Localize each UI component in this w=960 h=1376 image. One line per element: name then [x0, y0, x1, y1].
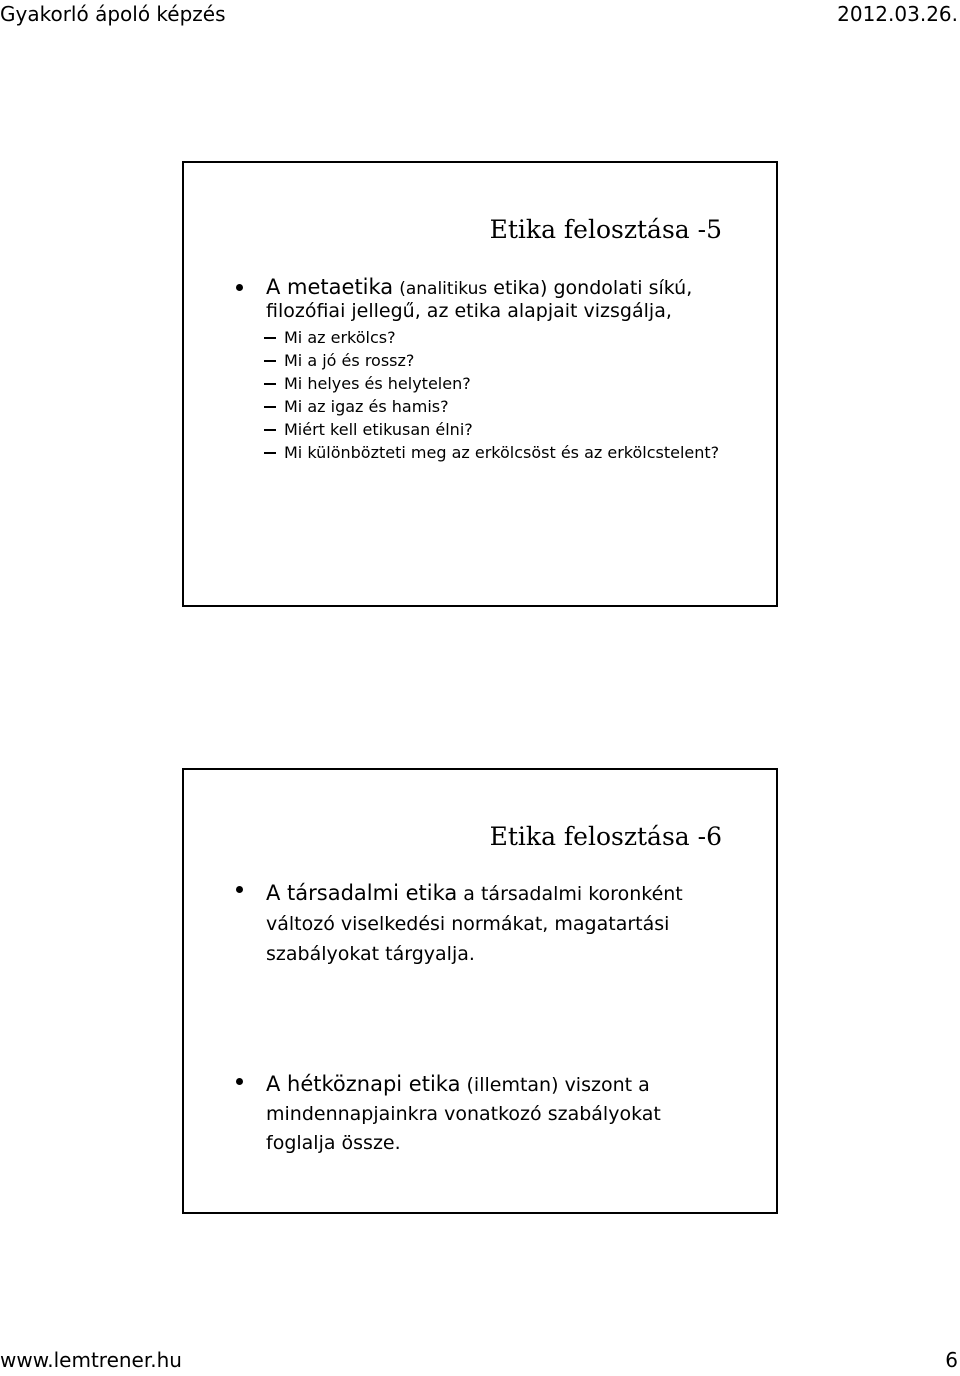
- slide-5: [182, 161, 778, 607]
- slide-6-bullet-2: [236, 1070, 736, 1158]
- slide-5-bullet: [236, 276, 736, 464]
- bullet-dot-icon: [236, 284, 243, 291]
- list-item-text: Mi az igaz és hamis?: [284, 397, 449, 416]
- list-item: [266, 395, 736, 418]
- tarsadalmi-etika-term: A társadalmi etika: [266, 881, 458, 905]
- slide-5-question-list: [266, 326, 736, 464]
- header-date: 2012.03.26.: [837, 2, 958, 26]
- list-item: [266, 418, 736, 441]
- bullet-dot-icon: [236, 1078, 243, 1085]
- slide-5-title: Etika felosztása -5: [489, 215, 722, 244]
- slide-6-bullet-1-text: [266, 878, 736, 969]
- dash-icon: [264, 337, 276, 339]
- tarsadalmi-etika-description: a társadalmi koronként változó viselkedési normákat, magatartási szabályokat tárgyalja.: [266, 883, 683, 965]
- slide-6-bullet-2-text: [266, 1070, 736, 1158]
- footer-website: www.lemtrener.hu: [0, 1348, 182, 1372]
- footer-page-number: 6: [945, 1348, 958, 1372]
- dash-icon: [264, 383, 276, 385]
- slide-6-bullet-1: [236, 878, 736, 969]
- slide-6-title: Etika felosztása -6: [489, 822, 722, 851]
- hetkoznapi-etika-paren: (illemtan): [466, 1074, 559, 1096]
- hetkoznapi-etika-term: A hétköznapi etika: [266, 1072, 461, 1096]
- hetkoznapi-etika-description: viszont a mindennapjainkra vonatkozó szabályokat foglalja össze.: [266, 1074, 661, 1154]
- list-item: [266, 326, 736, 349]
- list-item-text: Mi különbözteti meg az erkölcsöst és az erkölcstelent?: [284, 443, 720, 462]
- metaetika-paren: (analitikus: [399, 279, 488, 299]
- header-course-title: Gyakorló ápoló képzés: [0, 2, 226, 26]
- dash-icon: [264, 406, 276, 408]
- bullet-dot-icon: [236, 886, 243, 893]
- list-item-text: Mi az erkölcs?: [284, 328, 396, 347]
- list-item: [266, 349, 736, 372]
- slide-6: [182, 768, 778, 1214]
- list-item-text: Miért kell etikusan élni?: [284, 420, 473, 439]
- dash-icon: [264, 360, 276, 362]
- slide-5-bullet-text: [266, 276, 736, 322]
- list-item-text: Mi helyes és helytelen?: [284, 374, 471, 393]
- list-item-text: Mi a jó és rossz?: [284, 351, 415, 370]
- metaetika-description: etika) gondolati síkú, filozófiai jellegű, az etika alapjait vizsgálja,: [266, 277, 693, 322]
- list-item: [266, 372, 736, 395]
- metaetika-term: A metaetika: [266, 275, 394, 299]
- dash-icon: [264, 452, 276, 454]
- list-item: [266, 441, 736, 464]
- dash-icon: [264, 429, 276, 431]
